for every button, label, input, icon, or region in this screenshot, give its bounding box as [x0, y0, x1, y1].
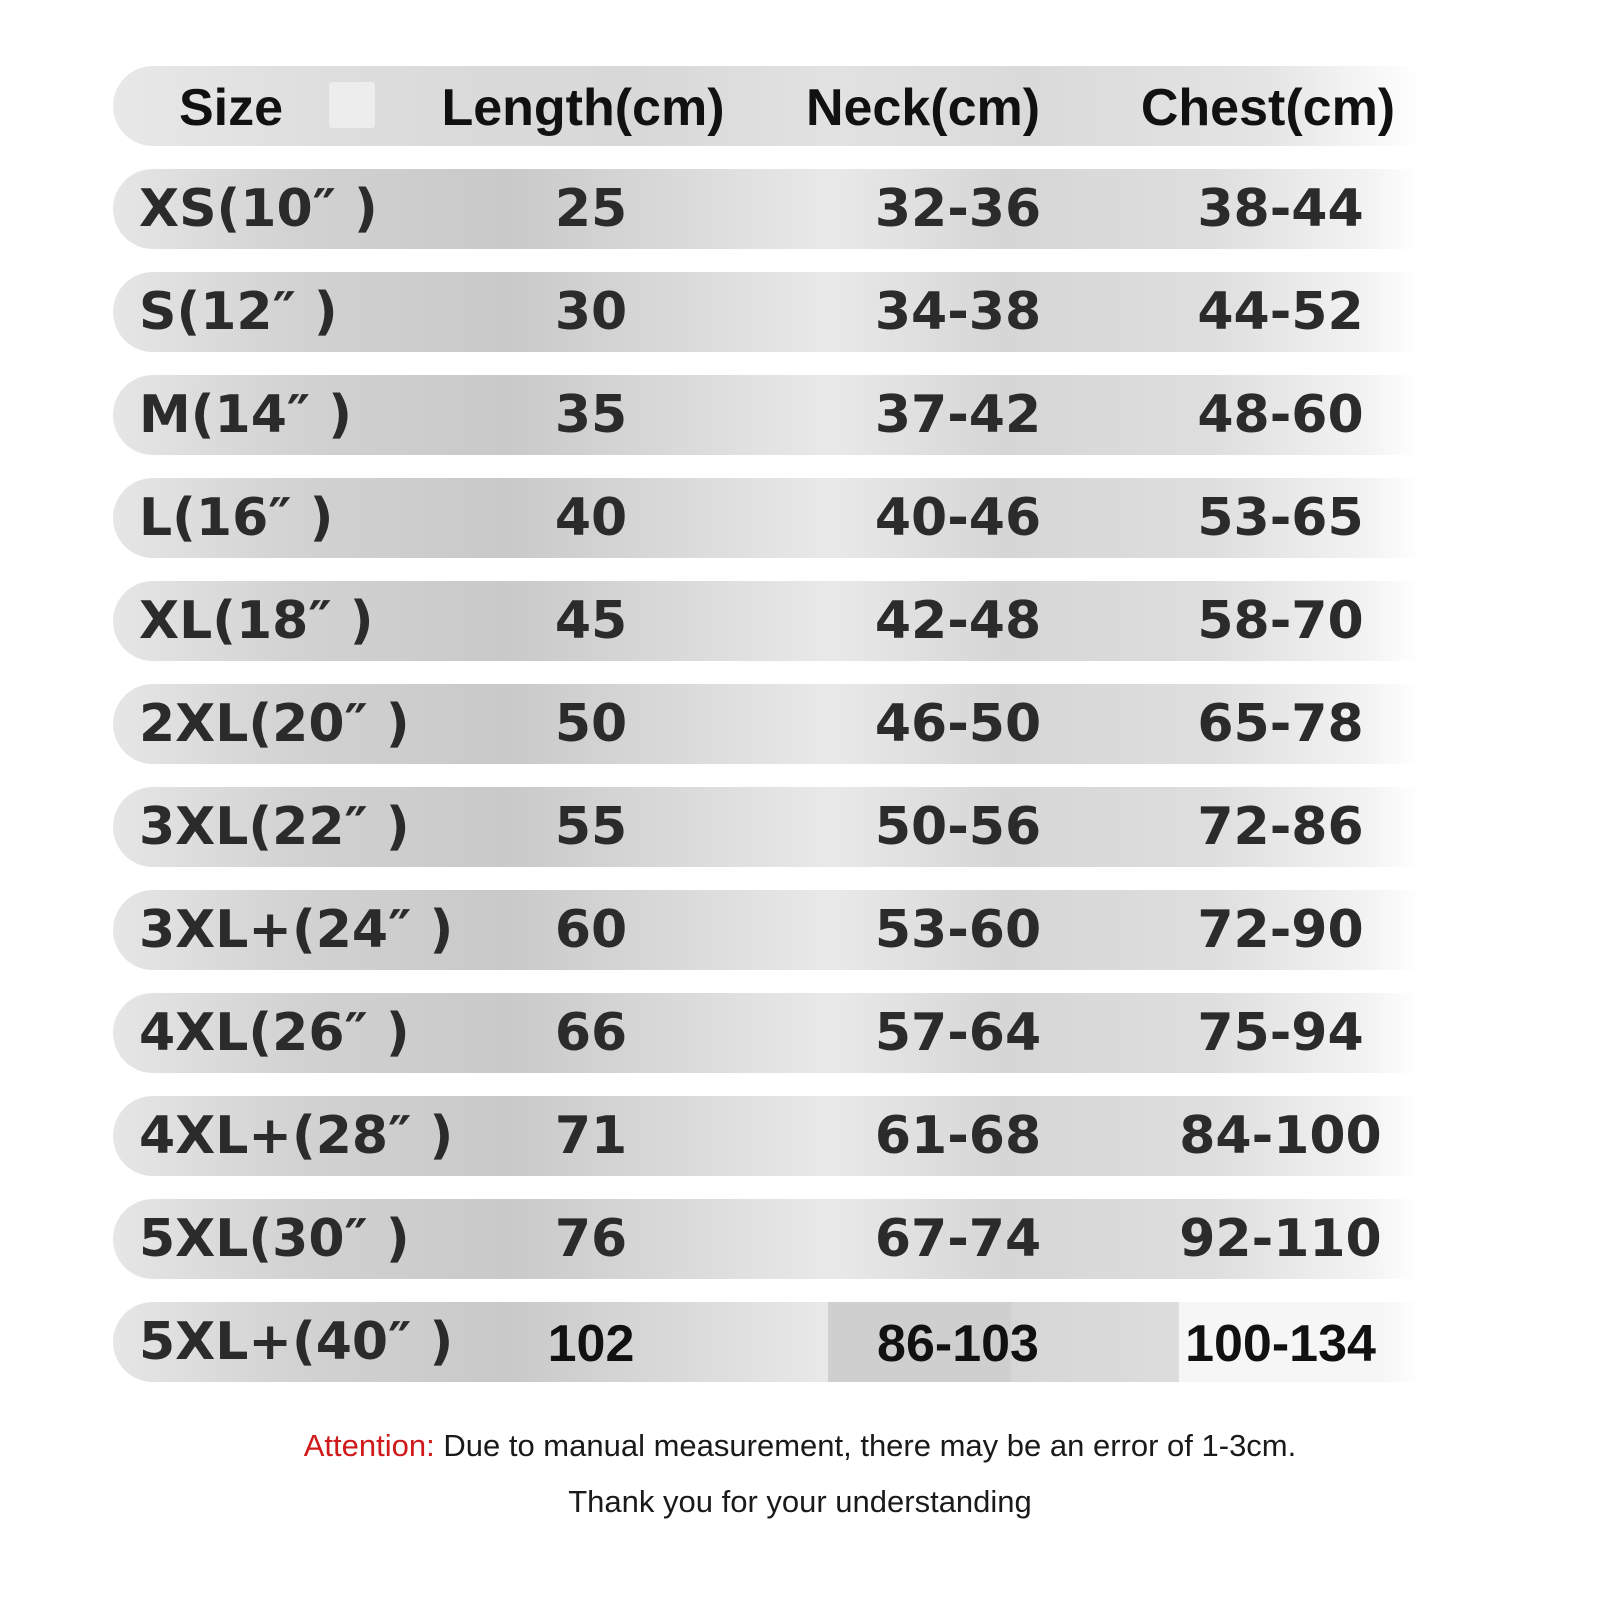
size-cell: 4XL(26″ ) — [139, 1003, 410, 1063]
length-cell: 25 — [554, 179, 628, 239]
table-row — [113, 1096, 1420, 1176]
table-row — [113, 272, 1420, 352]
length-cell: 50 — [554, 694, 628, 754]
size-cell: S(12″ ) — [139, 282, 338, 342]
table-row — [113, 684, 1420, 764]
size-cell: 2XL(20″ ) — [139, 694, 410, 754]
table-row — [113, 375, 1420, 455]
length-cell: 45 — [554, 591, 628, 651]
size-cell: 3XL+(24″ ) — [139, 900, 454, 960]
chest-cell: 72-90 — [1197, 900, 1364, 960]
table-row — [113, 787, 1420, 867]
neck-cell: 32-36 — [874, 179, 1042, 239]
length-cell: 30 — [554, 282, 628, 342]
header-size: Size — [179, 79, 284, 137]
attention-note — [0, 1428, 1600, 1464]
neck-cell: 53-60 — [874, 900, 1042, 960]
size-cell: XL(18″ ) — [139, 591, 374, 651]
neck-cell: 46-50 — [874, 694, 1042, 754]
length-cell: 102 — [547, 1315, 635, 1373]
table-row — [113, 169, 1420, 249]
table-row — [113, 993, 1420, 1073]
size-cell: 4XL+(28″ ) — [139, 1106, 454, 1166]
neck-cell: 50-56 — [874, 797, 1042, 857]
size-cell: 5XL+(40″ ) — [139, 1312, 454, 1372]
chest-cell: 53-65 — [1197, 488, 1364, 548]
size-cell: L(16″ ) — [139, 488, 334, 548]
chest-cell: 100-134 — [1185, 1315, 1376, 1373]
thanks-note: Thank you for your understanding — [568, 1484, 1032, 1519]
table-header-row — [113, 66, 1420, 146]
chest-cell: 84-100 — [1179, 1106, 1382, 1166]
neck-cell: 61-68 — [874, 1106, 1042, 1166]
length-cell: 35 — [554, 385, 628, 445]
neck-cell: 42-48 — [874, 591, 1042, 651]
size-cell: 5XL(30″ ) — [139, 1209, 410, 1269]
table-row — [113, 478, 1420, 558]
chest-cell: 48-60 — [1197, 385, 1364, 445]
header-neck: Neck(cm) — [805, 79, 1041, 137]
length-cell: 60 — [554, 900, 628, 960]
size-chart-table — [113, 66, 1420, 1405]
chest-cell: 75-94 — [1197, 1003, 1364, 1063]
size-cell: 3XL(22″ ) — [139, 797, 410, 857]
table-row — [113, 581, 1420, 661]
length-cell: 66 — [554, 1003, 628, 1063]
neck-cell: 86-103 — [877, 1315, 1039, 1373]
header-length: Length(cm) — [441, 79, 725, 137]
chest-cell: 72-86 — [1197, 797, 1364, 857]
table-row — [113, 1199, 1420, 1279]
neck-cell: 37-42 — [874, 385, 1042, 445]
chest-cell: 65-78 — [1197, 694, 1364, 754]
chest-cell: 38-44 — [1197, 179, 1364, 239]
length-cell: 71 — [554, 1106, 628, 1166]
chest-cell: 58-70 — [1197, 591, 1364, 651]
header-swatch — [329, 82, 375, 128]
length-cell: 40 — [554, 488, 628, 548]
table-row — [113, 890, 1420, 970]
attention-label: Attention: — [303, 1428, 435, 1463]
attention-text: Due to manual measurement, there may be an error of 1-3cm. — [434, 1428, 1297, 1463]
chest-cell: 44-52 — [1197, 282, 1364, 342]
neck-cell: 57-64 — [874, 1003, 1042, 1063]
table-row — [113, 1302, 1420, 1382]
size-cell: M(14″ ) — [139, 385, 352, 445]
neck-cell: 67-74 — [874, 1209, 1042, 1269]
chest-cell: 92-110 — [1179, 1209, 1382, 1269]
neck-cell: 40-46 — [874, 488, 1042, 548]
size-cell: XS(10″ ) — [139, 179, 378, 239]
length-cell: 76 — [554, 1209, 628, 1269]
header-chest: Chest(cm) — [1140, 79, 1396, 137]
length-cell: 55 — [554, 797, 628, 857]
neck-cell: 34-38 — [874, 282, 1042, 342]
